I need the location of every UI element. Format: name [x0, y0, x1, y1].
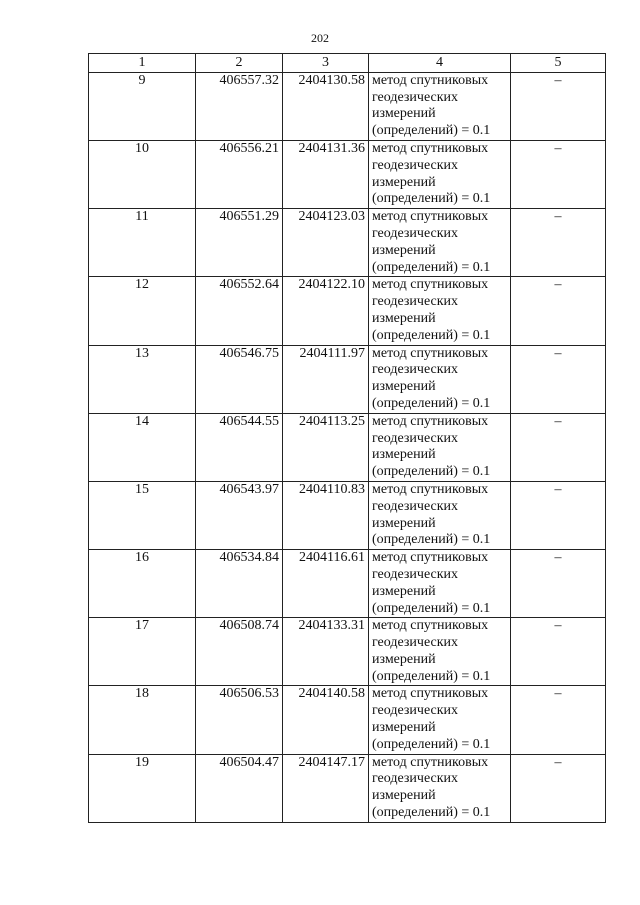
method-line: измерений — [372, 515, 436, 531]
table-row — [89, 754, 606, 822]
method-line: метод спутниковых — [372, 277, 489, 293]
method-line: (определений) = 0.1 — [372, 191, 491, 207]
method-cell — [369, 413, 511, 481]
page-number: 202 — [311, 31, 329, 45]
table-row — [89, 686, 606, 754]
y-coordinate-cell: 2404140.58 — [283, 686, 369, 754]
header-cell-5: 5 — [511, 54, 606, 73]
method-line: (определений) = 0.1 — [372, 805, 491, 821]
method-line: измерений — [372, 720, 436, 736]
x-coordinate-cell: 406552.64 — [196, 277, 283, 345]
x-coordinate-cell: 406551.29 — [196, 209, 283, 277]
method-cell — [369, 481, 511, 549]
method-line: измерений — [372, 583, 436, 599]
y-coordinate-cell: 2404110.83 — [283, 481, 369, 549]
x-coordinate-cell: 406556.21 — [196, 140, 283, 208]
method-line: (определений) = 0.1 — [372, 259, 491, 275]
method-line: метод спутниковых — [372, 209, 489, 225]
method-cell — [369, 72, 511, 140]
note-cell: – — [511, 618, 606, 686]
point-number-cell: 9 — [89, 72, 196, 140]
y-coordinate-cell: 2404147.17 — [283, 754, 369, 822]
table-row — [89, 72, 606, 140]
table-header-row — [89, 54, 606, 73]
note-cell: – — [511, 550, 606, 618]
point-number-cell: 14 — [89, 413, 196, 481]
method-cell — [369, 140, 511, 208]
x-coordinate-cell: 406543.97 — [196, 481, 283, 549]
table-body — [89, 54, 606, 823]
method-cell — [369, 550, 511, 618]
note-cell: – — [511, 277, 606, 345]
table-row — [89, 209, 606, 277]
method-line: метод спутниковых — [372, 345, 489, 361]
method-line: (определений) = 0.1 — [372, 532, 491, 548]
point-number-cell: 17 — [89, 618, 196, 686]
method-cell — [369, 686, 511, 754]
x-coordinate-cell: 406557.32 — [196, 72, 283, 140]
method-line: метод спутниковых — [372, 72, 489, 88]
method-line: (определений) = 0.1 — [372, 327, 491, 343]
method-line: измерений — [372, 447, 436, 463]
note-cell: – — [511, 209, 606, 277]
y-coordinate-cell: 2404113.25 — [283, 413, 369, 481]
method-cell — [369, 618, 511, 686]
header-cell-4: 4 — [369, 54, 511, 73]
point-number-cell: 12 — [89, 277, 196, 345]
point-number-cell: 15 — [89, 481, 196, 549]
table-row — [89, 413, 606, 481]
method-line: геодезических — [372, 294, 459, 310]
note-cell: – — [511, 413, 606, 481]
x-coordinate-cell: 406508.74 — [196, 618, 283, 686]
point-number-cell: 13 — [89, 345, 196, 413]
coordinates-table — [88, 53, 606, 823]
header-cell-1: 1 — [89, 54, 196, 73]
y-coordinate-cell: 2404111.97 — [283, 345, 369, 413]
method-line: метод спутниковых — [372, 413, 489, 429]
point-number-cell: 11 — [89, 209, 196, 277]
note-cell: – — [511, 345, 606, 413]
method-line: (определений) = 0.1 — [372, 395, 491, 411]
table-row — [89, 277, 606, 345]
method-line: геодезических — [372, 498, 459, 514]
point-number-cell: 10 — [89, 140, 196, 208]
method-line: (определений) = 0.1 — [372, 464, 491, 480]
method-line: метод спутниковых — [372, 481, 489, 497]
note-cell: – — [511, 72, 606, 140]
method-line: (определений) = 0.1 — [372, 736, 491, 752]
method-line: метод спутниковых — [372, 754, 489, 770]
method-line: геодезических — [372, 635, 459, 651]
method-line: геодезических — [372, 703, 459, 719]
point-number-cell: 16 — [89, 550, 196, 618]
note-cell: – — [511, 481, 606, 549]
method-cell — [369, 754, 511, 822]
method-line: измерений — [372, 310, 436, 326]
note-cell: – — [511, 754, 606, 822]
table-row — [89, 618, 606, 686]
method-line: геодезических — [372, 157, 459, 173]
method-line: геодезических — [372, 430, 459, 446]
method-line: метод спутниковых — [372, 140, 489, 156]
x-coordinate-cell: 406544.55 — [196, 413, 283, 481]
point-number-cell: 19 — [89, 754, 196, 822]
method-line: метод спутниковых — [372, 686, 489, 702]
y-coordinate-cell: 2404116.61 — [283, 550, 369, 618]
x-coordinate-cell: 406506.53 — [196, 686, 283, 754]
table-row — [89, 345, 606, 413]
method-line: геодезических — [372, 362, 459, 378]
method-line: геодезических — [372, 225, 459, 241]
x-coordinate-cell: 406534.84 — [196, 550, 283, 618]
note-cell: – — [511, 140, 606, 208]
point-number-cell: 18 — [89, 686, 196, 754]
x-coordinate-cell: 406546.75 — [196, 345, 283, 413]
header-cell-3: 3 — [283, 54, 369, 73]
method-line: (определений) = 0.1 — [372, 600, 491, 616]
y-coordinate-cell: 2404133.31 — [283, 618, 369, 686]
table-row — [89, 550, 606, 618]
method-line: (определений) = 0.1 — [372, 668, 491, 684]
y-coordinate-cell: 2404131.36 — [283, 140, 369, 208]
y-coordinate-cell: 2404122.10 — [283, 277, 369, 345]
method-line: измерений — [372, 174, 436, 190]
method-line: измерений — [372, 651, 436, 667]
method-cell — [369, 345, 511, 413]
x-coordinate-cell: 406504.47 — [196, 754, 283, 822]
table-row — [89, 140, 606, 208]
method-line: геодезических — [372, 566, 459, 582]
table-row — [89, 481, 606, 549]
method-line: геодезических — [372, 771, 459, 787]
method-line: метод спутниковых — [372, 618, 489, 634]
method-line: метод спутниковых — [372, 550, 489, 566]
note-cell: – — [511, 686, 606, 754]
method-line: измерений — [372, 106, 436, 122]
y-coordinate-cell: 2404123.03 — [283, 209, 369, 277]
method-line: измерений — [372, 788, 436, 804]
method-cell — [369, 209, 511, 277]
method-line: (определений) = 0.1 — [372, 123, 491, 139]
method-line: геодезических — [372, 89, 459, 105]
y-coordinate-cell: 2404130.58 — [283, 72, 369, 140]
method-cell — [369, 277, 511, 345]
method-line: измерений — [372, 242, 436, 258]
method-line: измерений — [372, 379, 436, 395]
header-cell-2: 2 — [196, 54, 283, 73]
